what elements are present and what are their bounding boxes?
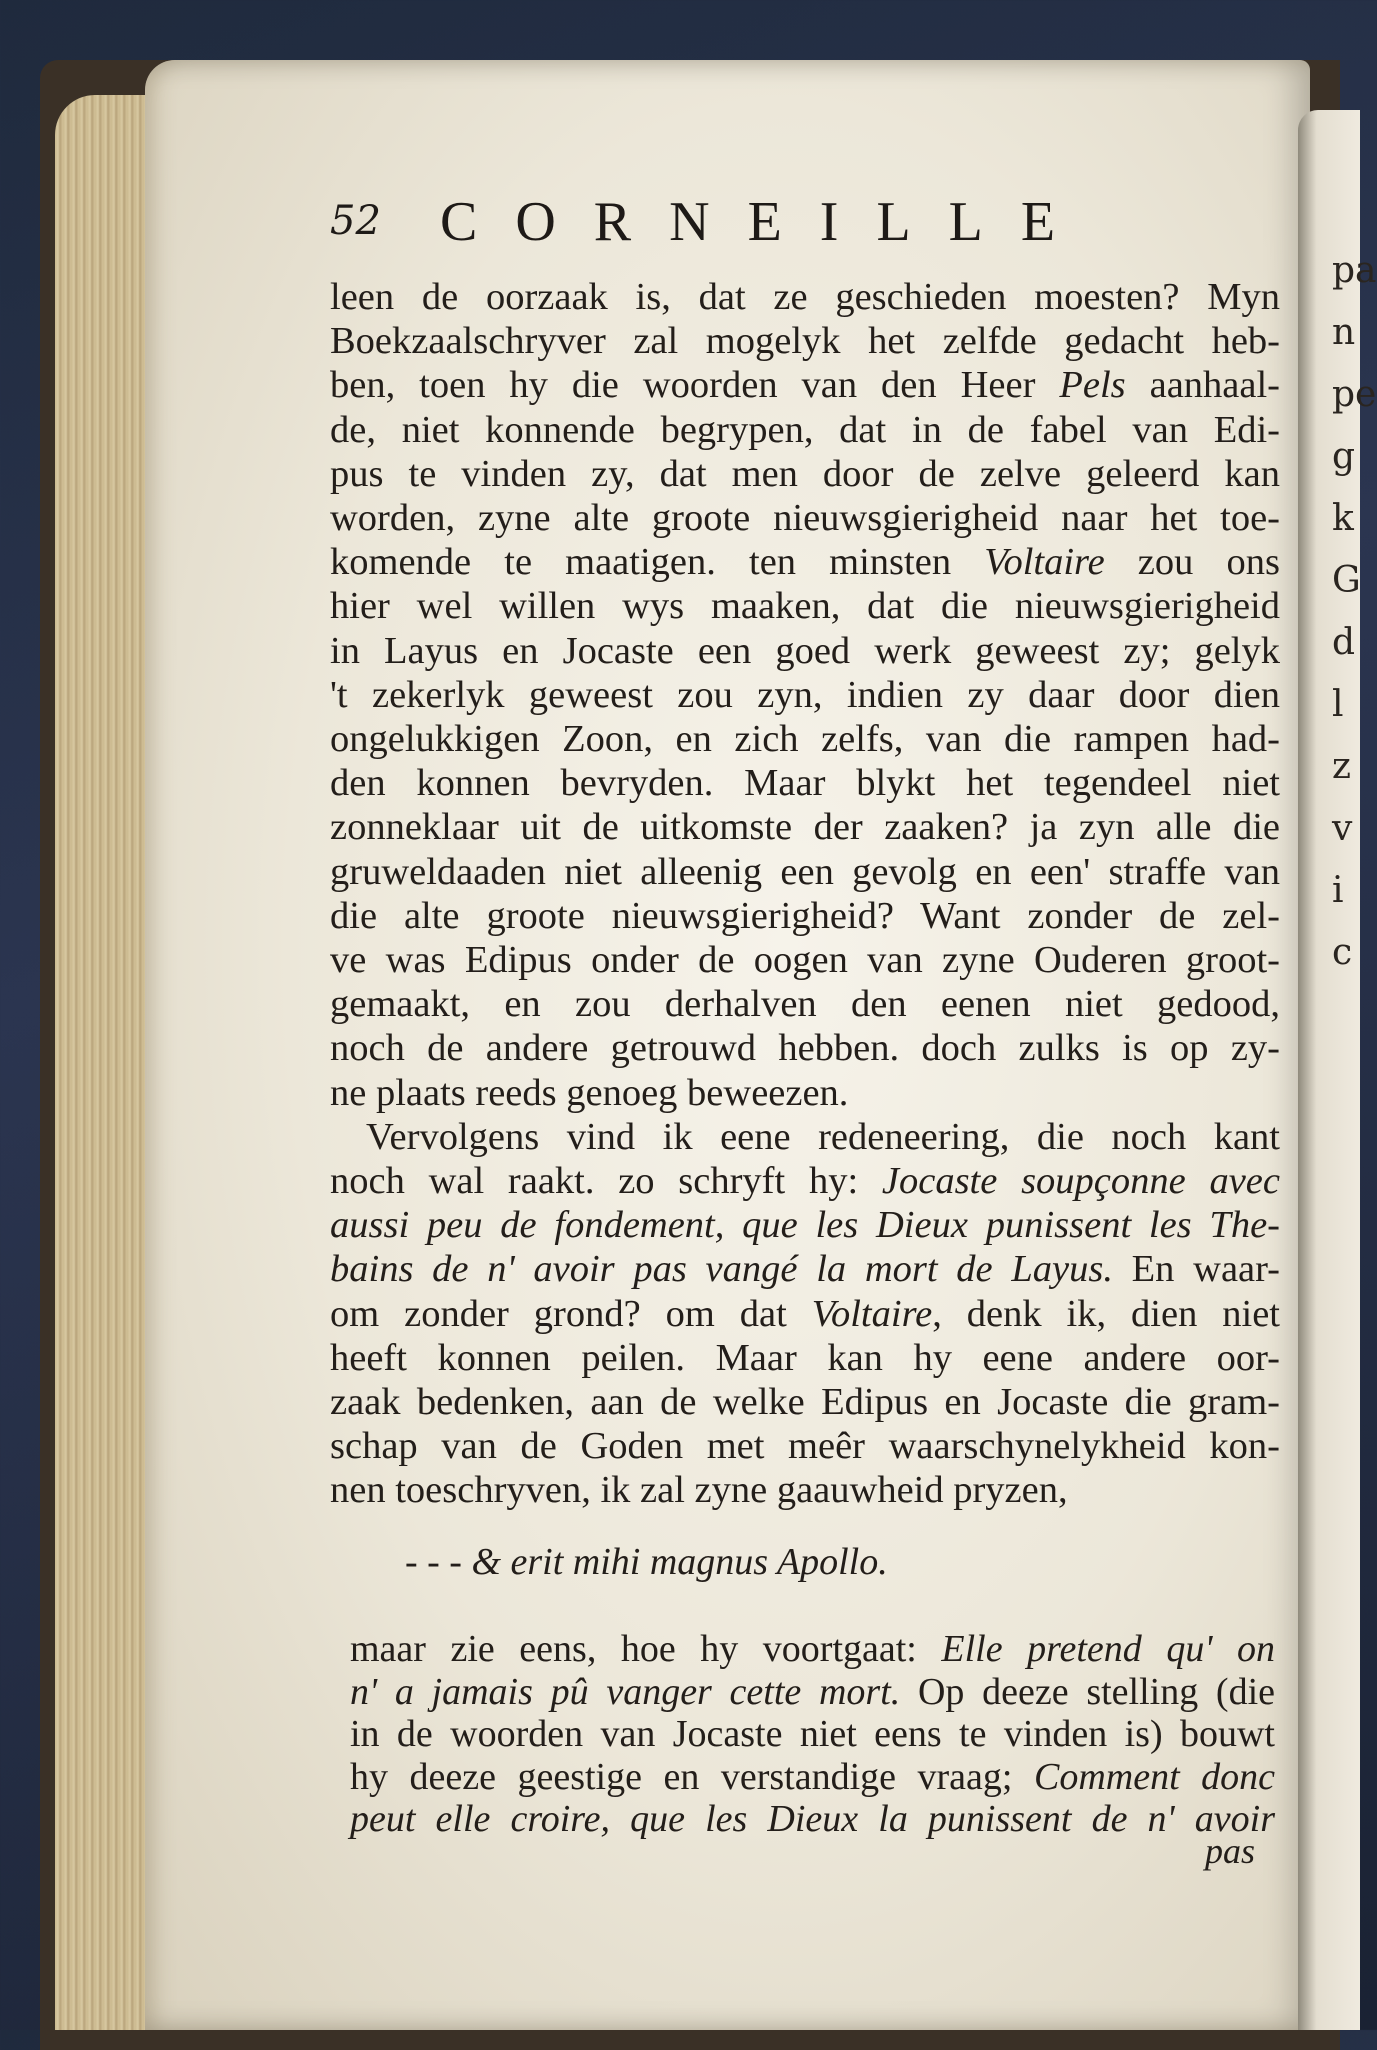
italic-text: Voltaire: [984, 541, 1105, 584]
text-line: [330, 540, 1280, 584]
text-line: de, niet konnende begrypen, dat in de fabel van Edi-: [330, 408, 1280, 451]
facing-page-fragment: d: [1332, 622, 1356, 663]
text-run: om zonder grond? om dat: [330, 1292, 812, 1335]
italic-text: Comment donc: [1033, 1755, 1275, 1798]
facing-page-fragment: z: [1332, 746, 1351, 787]
text-line: hier wel willen wys maaken, dat die nieuwsgierigheid: [330, 585, 1280, 628]
facing-page-fragment: g: [1332, 436, 1356, 477]
text-line: [350, 1756, 1275, 1799]
text-line: worden, zyne alte groote nieuwsgierigheid naar het toe-: [330, 497, 1280, 540]
facing-page-fragment: G: [1332, 560, 1361, 601]
italic-text: aussi peu de fondement, que les Dieux punissent les The-: [330, 1204, 1280, 1247]
text-line: schap van de Goden met meêr waarschynelykheid kon-: [330, 1425, 1280, 1468]
italic-text: Elle pretend qu' on: [941, 1628, 1275, 1670]
italic-text: Jocaste soupçonne avec: [881, 1160, 1280, 1203]
text-line: [330, 1159, 1280, 1203]
text-line: [330, 1247, 1280, 1291]
italic-text: Voltaire: [811, 1292, 933, 1335]
text-line: [330, 363, 1280, 407]
text-line: die alte groote nieuwsgierigheid? Want zonder de zel-: [330, 894, 1280, 937]
text-line: in Layus en Jocaste een goed werk geweest zy; gelyk: [330, 629, 1280, 672]
text-line: zaak bedenken, aan de welke Edipus en Jocaste die gram-: [330, 1381, 1280, 1424]
facing-page-fragment: i: [1332, 870, 1344, 911]
italic-text: peut elle croire, que les Dieux la punissent de n' avoir: [350, 1798, 1275, 1840]
text-line: in de woorden van Jocaste niet eens te vinden is) bouwt: [350, 1713, 1275, 1755]
text-line: 't zekerlyk geweest zou zyn, indien zy daar door dien: [330, 673, 1280, 716]
text-run: , denk ik, dien niet: [932, 1292, 1280, 1335]
text-line: Vervolgens vind ik eene redeneering, die noch kant: [366, 1115, 1280, 1158]
text-line: leen de oorzaak is, dat ze geschieden moesten? Myn: [330, 276, 1280, 318]
facing-page-fragment: v: [1332, 808, 1353, 849]
main-text-continued: [350, 1628, 1275, 1841]
text-run: maar zie eens, hoe hy voortgaat:: [350, 1628, 942, 1670]
facing-page-fragment: pa: [1332, 250, 1377, 291]
paragraph-2: [330, 1115, 1280, 1513]
italic-text: n' a jamais pû vanger cette mort.: [350, 1670, 901, 1713]
text-line: [350, 1628, 1275, 1671]
facing-page-fragment: n: [1332, 312, 1356, 353]
text-line: gemaakt, en zou derhalven den eenen niet gedood,: [330, 983, 1280, 1026]
text-line: nen toeschryven, ik zal zyne gaauwheid pryzen,: [330, 1469, 1068, 1512]
text-line: den konnen bevryden. Maar blykt het tegendeel niet: [330, 762, 1280, 805]
text-line: noch de andere getrouwd hebben. doch zulks is op zy-: [330, 1027, 1280, 1070]
text-line: heeft konnen peilen. Maar kan hy eene andere oor-: [330, 1336, 1280, 1379]
page-header: [330, 190, 1210, 270]
text-line: [330, 1203, 1280, 1247]
facing-page-fragment: c: [1332, 932, 1353, 973]
text-line: [350, 1798, 1275, 1841]
facing-page: [1298, 110, 1377, 2030]
running-title: CORNEILLE: [440, 191, 1094, 253]
facing-page-fragment: pe: [1332, 374, 1377, 415]
text-run: noch wal raakt. zo schryft hy:: [330, 1160, 882, 1203]
text-run: En waar-: [1112, 1248, 1280, 1291]
catchword: pas: [1205, 1831, 1256, 1871]
text-line: ongelukkigen Zoon, en zich zelfs, van die rampen had-: [330, 718, 1280, 761]
latin-quotation: - - - & erit mihi magnus Apollo.: [405, 1541, 888, 1583]
facing-page-fragment: k: [1332, 498, 1354, 539]
text-run: komende te maatigen. ten minsten: [330, 541, 985, 584]
italic-text: Pels: [1059, 364, 1126, 407]
text-line: [350, 1671, 1275, 1714]
text-run: Op deeze stelling (die: [900, 1670, 1276, 1713]
page-number: 52: [330, 198, 381, 244]
facing-page-fragment: l: [1332, 684, 1344, 725]
text-run: aanhaal-: [1125, 364, 1280, 407]
text-line: [330, 1292, 1280, 1336]
text-run: zou ons: [1104, 541, 1280, 584]
text-line: pus te vinden zy, dat men door de zelve geleerd kan: [330, 452, 1280, 495]
paragraph-3: [350, 1628, 1275, 1841]
paragraph-1: [330, 275, 1280, 1115]
text-line: gruweldaaden niet alleenig een gevolg en een' straffe van: [330, 850, 1280, 893]
text-run: hy deeze geestige en verstandige vraag;: [350, 1755, 1034, 1798]
text-line: zonneklaar uit de uitkomste der zaaken? ja zyn alle die: [330, 806, 1280, 849]
text-run: ben, toen hy die woorden van den Heer: [330, 364, 1060, 407]
text-line: ne plaats reeds genoeg beweezen.: [330, 1071, 849, 1114]
main-text: [330, 275, 1280, 1513]
text-line: Boekzaalschryver zal mogelyk het zelfde gedacht heb-: [330, 320, 1280, 363]
text-line: ve was Edipus onder de oogen van zyne Ouderen groot-: [330, 939, 1280, 982]
italic-text: bains de n' avoir pas vangé la mort de Layus.: [330, 1248, 1113, 1291]
